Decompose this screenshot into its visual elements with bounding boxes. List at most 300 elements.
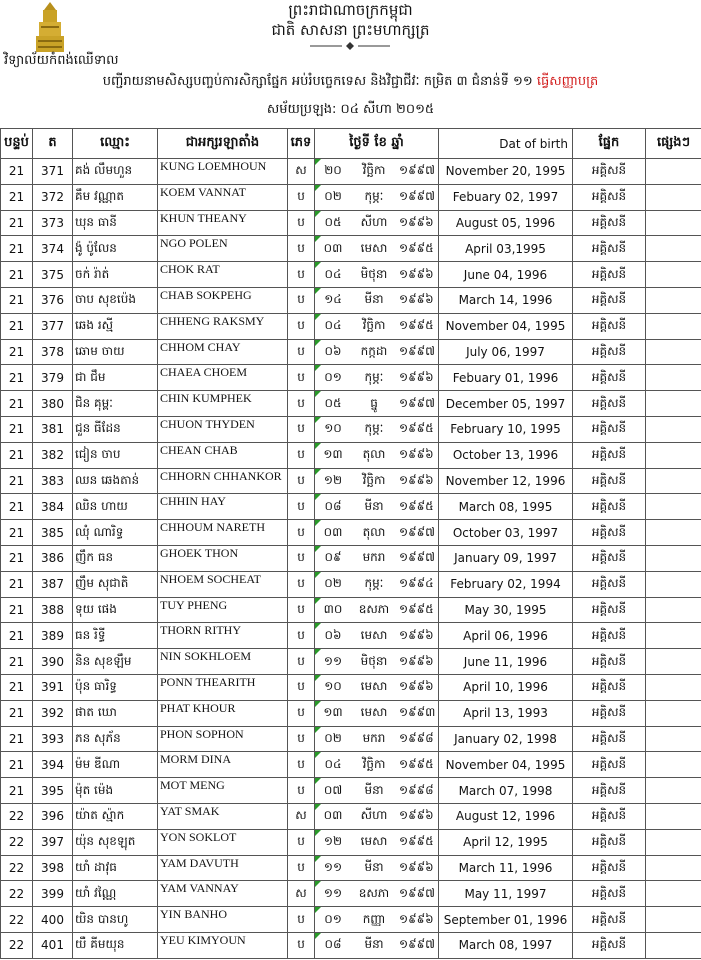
- cell-dob-en: April 13, 1993: [439, 700, 573, 726]
- cell-room: 21: [1, 752, 33, 778]
- dob-month: មិថុនា: [360, 653, 388, 668]
- cell-name-kh: ចាប សុខប៉េង: [73, 287, 158, 313]
- cell-number: 396: [33, 803, 73, 829]
- table-row: [1, 803, 701, 829]
- cell-number: 394: [33, 752, 73, 778]
- cell-sex: ប: [288, 907, 315, 933]
- dob-year: ១៩៩៦: [399, 266, 434, 281]
- cell-name-kh: ចក់ រ៉ាត់: [73, 262, 158, 288]
- cell-dob-kh: [315, 674, 439, 700]
- cell-dob-en: October 03, 1997: [439, 520, 573, 546]
- cell-department: អគ្គិសនី: [573, 829, 646, 855]
- cell-other: [646, 210, 701, 236]
- dob-year: ១៩៩៧: [399, 524, 435, 539]
- cell-room: 21: [1, 313, 33, 339]
- table-row: [1, 726, 701, 752]
- cell-dob-kh: [315, 313, 439, 339]
- cell-number: 384: [33, 494, 73, 520]
- table-row: [1, 545, 701, 571]
- col-dob-en: Dat of birth: [439, 129, 573, 159]
- cell-name-latin: KOEM VANNAT: [158, 184, 288, 210]
- dob-year: ១៩៩៦: [399, 472, 434, 487]
- cell-dob-kh: [315, 778, 439, 804]
- cell-name-latin: CHHENG RAKSMY: [158, 313, 288, 339]
- cell-number: 374: [33, 236, 73, 262]
- cell-dob-en: February 10, 1995: [439, 416, 573, 442]
- cell-number: 391: [33, 674, 73, 700]
- cell-number: 373: [33, 210, 73, 236]
- cell-number: 376: [33, 287, 73, 313]
- cell-dob-kh: [315, 752, 439, 778]
- dob-year: ១៩៩៦: [399, 292, 434, 307]
- dob-day: ០៨: [324, 498, 342, 513]
- cell-room: 21: [1, 159, 33, 185]
- cell-name-latin: CHUON THYDEN: [158, 416, 288, 442]
- dob-day: ០២: [324, 730, 342, 745]
- cell-dob-kh: [315, 855, 439, 881]
- dob-year: ១៩៩៦: [399, 808, 434, 823]
- cell-sex: ប: [288, 726, 315, 752]
- cell-other: [646, 545, 701, 571]
- table-body: [1, 159, 701, 959]
- cell-name-latin: PONN THEARITH: [158, 674, 288, 700]
- cell-dob-kh: [315, 881, 439, 907]
- dob-month: មីនា: [364, 859, 384, 874]
- cell-name-latin: GHOEK THON: [158, 545, 288, 571]
- dob-month: វិច្ឆិកា: [362, 472, 386, 487]
- dob-day: ២០: [324, 163, 342, 178]
- cell-department: អគ្គិសនី: [573, 932, 646, 958]
- table-row: [1, 442, 701, 468]
- cell-other: [646, 494, 701, 520]
- cell-sex: ប: [288, 391, 315, 417]
- cell-department: អគ្គិសនី: [573, 700, 646, 726]
- cell-other: [646, 829, 701, 855]
- document-header: [0, 0, 701, 128]
- cell-room: 21: [1, 184, 33, 210]
- table-row: [1, 932, 701, 958]
- cell-room: 21: [1, 339, 33, 365]
- dob-month: មេសា: [360, 679, 388, 694]
- dob-day: ១០: [324, 421, 342, 436]
- document-title: [0, 72, 701, 92]
- dob-year: ១៩៩៦: [399, 369, 434, 384]
- cell-name-kh: ធន រិទ្ធី: [73, 623, 158, 649]
- dob-day: ០៤: [324, 266, 342, 281]
- dob-day: ១០: [324, 679, 342, 694]
- dob-day: ០៤: [324, 756, 342, 771]
- cell-dob-en: May 11, 1997: [439, 881, 573, 907]
- dob-day: ១១: [323, 885, 343, 900]
- cell-dob-kh: [315, 649, 439, 675]
- dob-month: កញ្ញា: [362, 911, 386, 926]
- cell-dob-en: March 08, 1997: [439, 932, 573, 958]
- cell-name-kh: ឈន ឆេងតាន់: [73, 468, 158, 494]
- cell-other: [646, 313, 701, 339]
- cell-room: 21: [1, 674, 33, 700]
- cell-sex: ប: [288, 468, 315, 494]
- dob-year: ១៩៩៧: [399, 163, 435, 178]
- cell-department: អគ្គិសនី: [573, 391, 646, 417]
- cell-room: 21: [1, 649, 33, 675]
- cell-name-kh: ម៉ម ឌីណា: [73, 752, 158, 778]
- cell-dob-en: October 13, 1996: [439, 442, 573, 468]
- cell-other: [646, 520, 701, 546]
- cell-dob-en: March 11, 1996: [439, 855, 573, 881]
- cell-number: 386: [33, 545, 73, 571]
- cell-dob-en: April 03,1995: [439, 236, 573, 262]
- cell-sex: ប: [288, 932, 315, 958]
- cell-room: 21: [1, 597, 33, 623]
- dob-month: មីនា: [364, 782, 384, 797]
- cell-room: 21: [1, 287, 33, 313]
- cell-number: 382: [33, 442, 73, 468]
- dob-month: សីហា: [360, 214, 388, 229]
- dob-month: ធ្នូ: [370, 395, 378, 410]
- table-row: [1, 829, 701, 855]
- dob-day: ០១: [324, 911, 342, 926]
- dob-day: ៣០: [323, 601, 343, 616]
- dob-year: ១៩៩៤: [399, 576, 434, 591]
- cell-name-kh: ម៉ុត ម៉េង: [73, 778, 158, 804]
- dob-day: ០៩: [324, 550, 342, 565]
- cell-sex: ប: [288, 545, 315, 571]
- cell-sex: ប: [288, 520, 315, 546]
- dob-year: ១៩៩៦: [399, 447, 434, 462]
- cell-number: 400: [33, 907, 73, 933]
- dob-month: មីនា: [364, 498, 384, 513]
- cell-department: អគ្គិសនី: [573, 881, 646, 907]
- cell-name-latin: PHON SOPHON: [158, 726, 288, 752]
- cell-department: អគ្គិសនី: [573, 649, 646, 675]
- cell-department: អគ្គិសនី: [573, 287, 646, 313]
- dob-month: វិច្ឆិកា: [362, 756, 386, 771]
- cell-department: អគ្គិសនី: [573, 855, 646, 881]
- cell-other: [646, 674, 701, 700]
- cell-room: 22: [1, 855, 33, 881]
- cell-sex: ប: [288, 494, 315, 520]
- cell-name-kh: យឺ គីមយុន: [73, 932, 158, 958]
- dob-day: ០៦: [324, 343, 342, 358]
- cell-number: 401: [33, 932, 73, 958]
- col-room: បន្ទប់: [1, 129, 33, 159]
- dob-month: មេសា: [360, 705, 388, 720]
- dob-month: ឧសភា: [358, 601, 390, 616]
- cell-number: 398: [33, 855, 73, 881]
- cell-dob-kh: [315, 545, 439, 571]
- cell-department: អគ្គិសនី: [573, 597, 646, 623]
- cell-name-latin: PHAT KHOUR: [158, 700, 288, 726]
- cell-name-kh: ជា ជឹម: [73, 365, 158, 391]
- cell-room: 22: [1, 881, 33, 907]
- cell-other: [646, 416, 701, 442]
- cell-sex: ប: [288, 752, 315, 778]
- dob-month: សីហា: [360, 808, 388, 823]
- cell-name-kh: យាំ វណ្ណៃ: [73, 881, 158, 907]
- cell-name-latin: YEU KIMYOUN: [158, 932, 288, 958]
- cell-name-kh: ញឹម សុជាតិ: [73, 571, 158, 597]
- cell-other: [646, 881, 701, 907]
- cell-name-latin: YIN BANHO: [158, 907, 288, 933]
- cell-sex: ប: [288, 416, 315, 442]
- dob-day: ០៥: [324, 395, 342, 410]
- kingdom-heading: ព្រះរាជាណាចក្រកម្ពុជា: [288, 1, 413, 19]
- cell-other: [646, 623, 701, 649]
- cell-department: អគ្គិសនី: [573, 339, 646, 365]
- dob-month: កុម្ភៈ: [364, 421, 384, 436]
- cell-name-kh: ញឹក ធន: [73, 545, 158, 571]
- table-row: [1, 778, 701, 804]
- cell-sex: ស: [288, 159, 315, 185]
- cell-other: [646, 803, 701, 829]
- cell-name-latin: KUNG LOEMHOUN: [158, 159, 288, 185]
- cell-other: [646, 726, 701, 752]
- dob-day: ០២: [324, 189, 342, 204]
- cell-name-kh: ប៉ុន ធារិទ្ធ: [73, 674, 158, 700]
- cell-name-kh: យ៉ាត ស្ម៉ាក: [73, 803, 158, 829]
- cell-sex: ប: [288, 597, 315, 623]
- cell-dob-kh: [315, 339, 439, 365]
- cell-number: 389: [33, 623, 73, 649]
- cell-name-kh: និន សុខឡឹម: [73, 649, 158, 675]
- table-row: [1, 159, 701, 185]
- cell-sex: ស: [288, 881, 315, 907]
- cell-department: អគ្គិសនី: [573, 159, 646, 185]
- dob-day: ១១: [323, 859, 343, 874]
- cell-number: 381: [33, 416, 73, 442]
- dob-year: ១៩៩៧: [399, 937, 435, 952]
- cell-other: [646, 855, 701, 881]
- cell-dob-en: July 06, 1997: [439, 339, 573, 365]
- dob-year: ១៩៩៧: [399, 395, 435, 410]
- dob-month: ឧសភា: [358, 885, 390, 900]
- table-row: [1, 520, 701, 546]
- cell-name-kh: គឹម វណ្ណាត: [73, 184, 158, 210]
- cell-dob-kh: [315, 597, 439, 623]
- dob-year: ១៩៩៥: [399, 756, 434, 771]
- table-row: [1, 907, 701, 933]
- cell-other: [646, 932, 701, 958]
- cell-number: 371: [33, 159, 73, 185]
- cell-department: អគ្គិសនី: [573, 803, 646, 829]
- table-row: [1, 597, 701, 623]
- cell-dob-en: Febuary 01, 1996: [439, 365, 573, 391]
- cell-number: 388: [33, 597, 73, 623]
- dob-day: ១៤: [324, 292, 342, 307]
- cell-dob-kh: [315, 442, 439, 468]
- cell-room: 22: [1, 829, 33, 855]
- cell-number: 380: [33, 391, 73, 417]
- cell-department: អគ្គិសនី: [573, 468, 646, 494]
- dob-day: ១២: [323, 472, 343, 487]
- cell-department: អគ្គិសនី: [573, 184, 646, 210]
- dob-year: ១៩៩៥: [399, 601, 434, 616]
- dob-day: ០៣: [323, 240, 343, 255]
- table-row: [1, 752, 701, 778]
- cell-room: 21: [1, 365, 33, 391]
- cell-number: 392: [33, 700, 73, 726]
- cell-room: 21: [1, 726, 33, 752]
- cell-dob-en: April 12, 1995: [439, 829, 573, 855]
- table-row: [1, 365, 701, 391]
- cell-number: 383: [33, 468, 73, 494]
- cell-name-latin: NHOEM SOCHEAT: [158, 571, 288, 597]
- cell-dob-en: March 08, 1995: [439, 494, 573, 520]
- cell-name-latin: YAM DAVUTH: [158, 855, 288, 881]
- cell-name-latin: CHIN KUMPHEK: [158, 391, 288, 417]
- cell-name-kh: ទុយ ផេង: [73, 597, 158, 623]
- cell-sex: ប: [288, 236, 315, 262]
- cell-dob-kh: [315, 623, 439, 649]
- cell-department: អគ្គិសនី: [573, 571, 646, 597]
- dob-month: មេសា: [360, 240, 388, 255]
- cell-dob-en: November 20, 1995: [439, 159, 573, 185]
- cell-room: 22: [1, 803, 33, 829]
- cell-room: 22: [1, 907, 33, 933]
- cell-other: [646, 468, 701, 494]
- dob-day: ០៦: [324, 627, 342, 642]
- cell-name-latin: CHHOUM NARETH: [158, 520, 288, 546]
- cell-sex: ប: [288, 262, 315, 288]
- cell-room: 21: [1, 391, 33, 417]
- cell-name-latin: YAM VANNAY: [158, 881, 288, 907]
- cell-name-latin: MORM DINA: [158, 752, 288, 778]
- dob-year: ១៩៩៦: [399, 679, 434, 694]
- student-table: [0, 128, 701, 959]
- cell-other: [646, 649, 701, 675]
- dob-month: មេសា: [360, 834, 388, 849]
- table-row: [1, 649, 701, 675]
- dob-year: ១៩៩៥: [399, 421, 434, 436]
- cell-number: 393: [33, 726, 73, 752]
- dob-year: ១៩៩៦: [399, 627, 434, 642]
- cell-dob-en: August 05, 1996: [439, 210, 573, 236]
- dob-year: ១៩៩៧: [399, 550, 435, 565]
- cell-other: [646, 700, 701, 726]
- cell-number: 385: [33, 520, 73, 546]
- dob-day: ០៥: [324, 214, 342, 229]
- dob-year: ១៩៩៥: [399, 240, 434, 255]
- dob-year: ១៩៩៥: [399, 318, 434, 333]
- cell-room: 21: [1, 236, 33, 262]
- cell-department: អគ្គិសនី: [573, 752, 646, 778]
- cell-department: អគ្គិសនី: [573, 236, 646, 262]
- dob-day: ០៤: [324, 318, 342, 333]
- cell-name-kh: ឆេង រស្មី: [73, 313, 158, 339]
- col-department: ផ្នែក: [573, 129, 646, 159]
- cell-dob-en: January 09, 1997: [439, 545, 573, 571]
- title-main: បញ្ជីរាយនាមសិស្សបញ្ចប់ការសិក្សាផ្នែក អប់រំបច្ចេកទេស និងវិជ្ជាជីវៈ កម្រិត ៣ ជំនាន់ទី ១១: [102, 74, 533, 89]
- cell-sex: ប: [288, 287, 315, 313]
- cell-number: 399: [33, 881, 73, 907]
- cell-room: 21: [1, 416, 33, 442]
- dob-year: ១៩៩៧: [399, 189, 435, 204]
- dob-day: ១៣: [323, 705, 343, 720]
- cell-other: [646, 442, 701, 468]
- dob-day: ០៧: [323, 782, 343, 797]
- dob-month: តុលា: [362, 447, 386, 462]
- cell-dob-kh: [315, 262, 439, 288]
- cell-dob-en: Febuary 02, 1997: [439, 184, 573, 210]
- cell-room: 21: [1, 262, 33, 288]
- table-row: [1, 210, 701, 236]
- cell-name-kh: ជៀន ចាប: [73, 442, 158, 468]
- cell-sex: ប: [288, 829, 315, 855]
- cell-dob-en: June 11, 1996: [439, 649, 573, 675]
- cell-name-kh: ជួន ធីដែន: [73, 416, 158, 442]
- cell-room: 21: [1, 468, 33, 494]
- cell-other: [646, 391, 701, 417]
- cell-number: 395: [33, 778, 73, 804]
- cell-department: អគ្គិសនី: [573, 442, 646, 468]
- cell-name-latin: KHUN THEANY: [158, 210, 288, 236]
- cell-name-kh: ផាត ឃោ: [73, 700, 158, 726]
- table-row: [1, 674, 701, 700]
- cell-other: [646, 778, 701, 804]
- table-row: [1, 881, 701, 907]
- col-name-kh: ឈ្មោះ: [73, 129, 158, 159]
- table-row: [1, 494, 701, 520]
- cell-dob-en: March 14, 1996: [439, 287, 573, 313]
- dob-month: កុម្ភៈ: [364, 576, 384, 591]
- cell-dob-kh: [315, 391, 439, 417]
- cell-dob-kh: [315, 159, 439, 185]
- cell-dob-en: March 07, 1998: [439, 778, 573, 804]
- cell-name-latin: CHHIN HAY: [158, 494, 288, 520]
- cell-department: អគ្គិសនី: [573, 416, 646, 442]
- cell-room: 21: [1, 623, 33, 649]
- cell-name-latin: CHAB SOKPEHG: [158, 287, 288, 313]
- cell-department: អគ្គិសនី: [573, 520, 646, 546]
- cell-room: 21: [1, 494, 33, 520]
- cell-sex: ប: [288, 623, 315, 649]
- dob-month: កុម្ភៈ: [364, 369, 384, 384]
- cell-sex: ប: [288, 210, 315, 236]
- cell-dob-en: December 05, 1997: [439, 391, 573, 417]
- dob-day: ០១: [324, 369, 342, 384]
- dob-day: ១២: [323, 834, 343, 849]
- cell-sex: ប: [288, 442, 315, 468]
- col-name-latin: ជាអក្សរឡាតាំង: [158, 129, 288, 159]
- cell-department: អគ្គិសនី: [573, 907, 646, 933]
- cell-name-kh: យ៉ុន សុខឡុត: [73, 829, 158, 855]
- cell-other: [646, 184, 701, 210]
- dob-year: ១៩៩៨: [399, 782, 434, 797]
- table-row: [1, 391, 701, 417]
- col-number: ត: [33, 129, 73, 159]
- cell-dob-en: May 30, 1995: [439, 597, 573, 623]
- cell-dob-en: April 06, 1996: [439, 623, 573, 649]
- cell-dob-kh: [315, 287, 439, 313]
- cell-other: [646, 571, 701, 597]
- cell-other: [646, 597, 701, 623]
- dob-year: ១៩៩៦: [399, 911, 434, 926]
- exam-session: សម័យប្រឡង: ០៤ សីហា ២០១៥: [266, 102, 435, 117]
- cell-name-kh: ឈិន ហាយ: [73, 494, 158, 520]
- dob-day: ០៨: [324, 937, 342, 952]
- cell-dob-kh: [315, 416, 439, 442]
- cell-other: [646, 339, 701, 365]
- dob-year: ១៩៩៦: [399, 859, 434, 874]
- dob-month: កុម្ភៈ: [364, 189, 384, 204]
- dob-month: មីនា: [364, 292, 384, 307]
- cell-dob-kh: [315, 932, 439, 958]
- cell-dob-kh: [315, 468, 439, 494]
- cell-room: 21: [1, 545, 33, 571]
- cell-dob-en: November 12, 1996: [439, 468, 573, 494]
- table-row: [1, 236, 701, 262]
- cell-other: [646, 236, 701, 262]
